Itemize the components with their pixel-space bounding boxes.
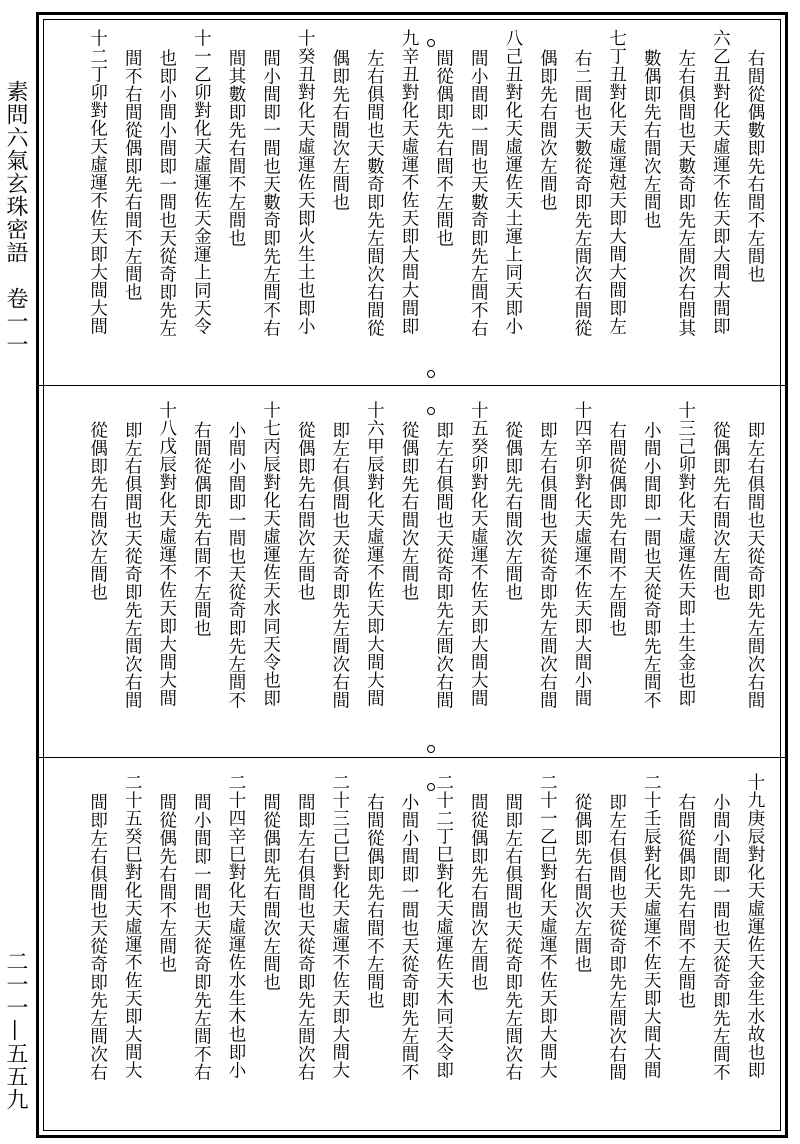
text-column: 間小間即一間也天數奇即先左間不右	[260, 49, 281, 337]
text-column: 即左右俱間也天從奇即先左間次右間	[606, 793, 627, 1081]
text-column: 右二間也天數從奇即先左間次右間從	[572, 49, 592, 337]
text-column: 即左右俱間也天從奇即先左間次右間	[745, 421, 765, 709]
text-column: 數偶即先右間次左間也	[641, 49, 662, 229]
text-column: 左右俱間也天數奇即先左間次右間其	[675, 49, 696, 337]
text-column: 十六甲辰對化天虛運不佐天即大間大間	[364, 401, 385, 707]
text-column: 間即左右俱間也天從奇即先左間次右	[502, 793, 523, 1081]
text-column: 從偶即先右間次左間也	[87, 421, 108, 601]
text-column: 十三己卯對化天虛運佐天即土生金也即	[675, 401, 696, 707]
text-column: 小間小間即一間也天從奇即先左間不	[641, 421, 662, 709]
text-column: 十九庚辰對化天虛運佐天金生水故也即	[745, 773, 765, 1079]
text-column: 小間小間即一間也天從奇即先左間不	[226, 421, 246, 709]
text-column: 間從偶先右間不左間也	[156, 793, 177, 973]
text-column: 六乙丑對化天虛運不佐天即大間大間即	[710, 29, 731, 335]
text-column: 間小間即一間也天從奇即先左間不右	[191, 793, 212, 1081]
text-column: 二十一乙巳對化天虛運不佐天即大間大	[537, 773, 558, 1079]
text-column: 間從偶即先右間次左間也	[468, 793, 489, 991]
text-column: 九辛丑對化天虛運不佐天即大間大間即	[399, 29, 419, 335]
text-column: 從偶即先右間次左間也	[399, 421, 419, 601]
text-column: 間即左右俱間也天從奇即先左間次右	[87, 793, 108, 1081]
text-column: 七丁丑對化天虛運尅天即大間大間即左	[606, 29, 627, 335]
text-column: 右間從偶即先右間不左間也	[675, 793, 696, 1009]
text-column: 即左右俱間也天從奇即先左間次右間	[329, 421, 350, 709]
text-column: 間從偶即先右間不左間也	[433, 49, 454, 247]
circle-mark	[427, 370, 435, 378]
circle-mark	[427, 783, 435, 791]
text-column: 間即左右俱間也天從奇即先左間次右	[295, 793, 316, 1081]
text-column: 間不右間從偶即先右間不左間也	[122, 49, 143, 301]
text-column: 小間小間即一間也天從奇即先左間不	[710, 793, 731, 1081]
band-divider-1	[39, 385, 785, 386]
text-column: 也即小間小間即一間也天從奇即先左	[156, 49, 177, 337]
text-column: 即左右俱間也天從奇即先左間次右間	[122, 421, 143, 709]
text-column: 右間從偶即先右間不左間也	[606, 421, 627, 637]
text-column: 即左右俱間也天從奇即先左間次右間	[537, 421, 558, 709]
text-column: 小間小間即一間也天從奇即先左間不	[399, 793, 419, 1081]
text-column: 間其數即先右間不左間也	[226, 49, 246, 247]
circle-mark	[427, 407, 435, 415]
text-column: 從偶即先右間次左間也	[295, 421, 316, 601]
band-divider-2	[39, 757, 785, 758]
text-column: 從偶即先右間次左間也	[710, 421, 731, 601]
text-column: 二十三己巳對化天虛運不佐天即大間大	[329, 773, 350, 1079]
text-column: 右間從偶即先右間不左間也	[364, 793, 385, 1009]
text-column: 二十壬辰對化天虛運不佐天即大間大間	[641, 773, 662, 1079]
circle-mark	[427, 745, 435, 753]
text-column: 左右俱間也天數奇即先左間次右間從	[364, 49, 385, 337]
running-title: 素問六氣玄珠密語 卷一一	[3, 80, 28, 356]
text-column: 二十四辛巳對化天虛運佐水生木也即小	[226, 773, 246, 1079]
text-column: 十癸丑對化天虛運佐天即火生土也即小	[295, 29, 316, 335]
text-column: 間從偶即先右間次左間也	[260, 793, 281, 991]
text-column: 右間從偶即先右間不左間也	[191, 421, 212, 637]
text-column: 從偶即先右間次左間也	[572, 793, 592, 973]
text-column: 從偶即先右間次左間也	[502, 421, 523, 601]
text-column: 二十五癸巳對化天虛運不佐天即大間大	[122, 773, 143, 1079]
text-column: 十二丁卯對化天虛運不佐天即大間大間	[87, 29, 108, 335]
text-column: 偶即先右間次左間也	[537, 49, 558, 211]
page-number: 二一一—五五九	[3, 950, 28, 1111]
circle-mark	[427, 39, 435, 47]
text-column: 即左右俱間也天從奇即先左間次右間	[433, 421, 454, 709]
text-column: 十八戊辰對化天虛運不佐天即大間大間	[156, 401, 177, 707]
text-column: 十五癸卯對化天虛運不佐天即大間大間	[468, 401, 489, 707]
text-column: 右間從偶數即先右間不左間也	[745, 49, 765, 283]
page-frame	[36, 12, 788, 1138]
text-column: 偶即先右間次左間也	[329, 49, 350, 211]
text-column: 間小間即一間也天數奇即先左間不右	[468, 49, 489, 337]
text-column: 二十二丁巳對化天虛運佐天木同天令即	[433, 773, 454, 1079]
text-column: 八己丑對化天虛運佐天土運上同天即小	[502, 29, 523, 335]
text-column: 十一乙卯對化天虛運佐天金運上同天令	[191, 29, 212, 335]
text-column: 十四辛卯對化天虛運不佐天即大間小間	[572, 401, 592, 707]
text-column: 十七丙辰對化天虛運佐天水同天令也即	[260, 401, 281, 707]
